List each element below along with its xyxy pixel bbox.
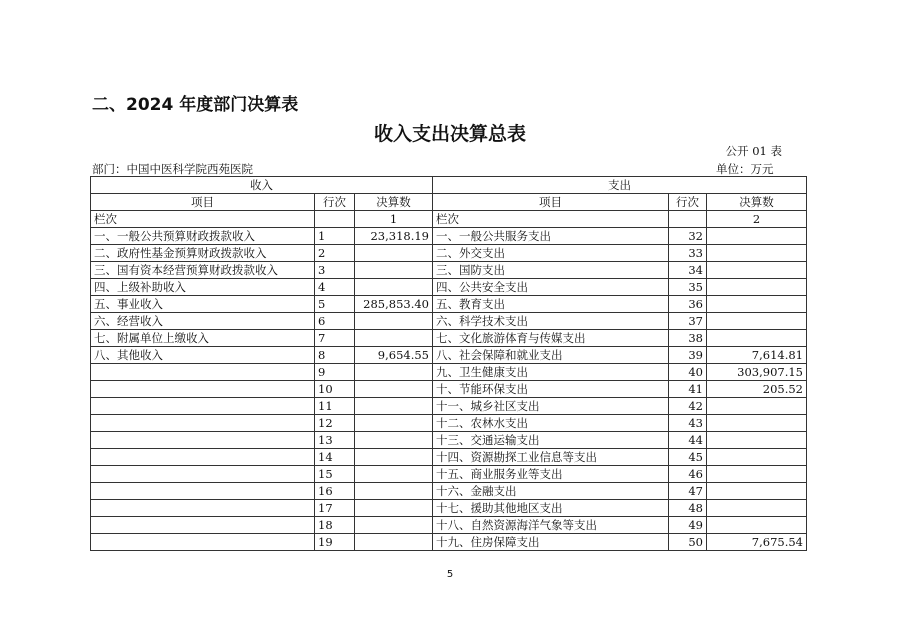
income-line-cell: 2: [315, 245, 355, 262]
income-amount-cell: 23,318.19: [355, 228, 433, 245]
income-item-cell: 七、附属单位上缴收入: [91, 330, 315, 347]
income-amount-cell: [355, 466, 433, 483]
table-row: [91, 483, 807, 500]
expense-column-label: 栏次: [433, 211, 669, 228]
income-amount-cell: [355, 432, 433, 449]
expense-item-cell: 十九、住房保障支出: [433, 534, 669, 551]
table-row: [91, 279, 807, 296]
expense-item-cell: 十五、商业服务业等支出: [433, 466, 669, 483]
income-amount-cell: [355, 279, 433, 296]
department-label: 部门：中国中医科学院西苑医院: [92, 162, 253, 176]
expense-line-cell: 50: [669, 534, 707, 551]
expense-line-cell: 47: [669, 483, 707, 500]
table-row: [91, 466, 807, 483]
expense-amount-cell: [707, 415, 807, 432]
table-row: [91, 432, 807, 449]
income-column-line-cell: [315, 211, 355, 228]
table-row: [91, 347, 807, 364]
income-amount-header: 决算数: [355, 194, 433, 211]
expense-amount-cell: 7,675.54: [707, 534, 807, 551]
income-item-cell: [91, 483, 315, 500]
income-item-cell: [91, 500, 315, 517]
expense-item-cell: 四、公共安全支出: [433, 279, 669, 296]
income-amount-cell: [355, 245, 433, 262]
table-row: [91, 296, 807, 313]
expense-amount-cell: [707, 500, 807, 517]
column-number-row: [91, 211, 807, 228]
table-row: [91, 534, 807, 551]
expense-item-cell: 九、卫生健康支出: [433, 364, 669, 381]
table-title: 收入支出决算总表: [373, 123, 526, 145]
expense-line-cell: 39: [669, 347, 707, 364]
income-amount-cell: [355, 517, 433, 534]
expense-item-cell: 三、国防支出: [433, 262, 669, 279]
expense-line-cell: 42: [669, 398, 707, 415]
income-item-cell: 四、上级补助收入: [91, 279, 315, 296]
income-line-header: 行次: [315, 194, 355, 211]
page-number: 5: [446, 569, 454, 580]
table-row: [91, 398, 807, 415]
expense-line-header: 行次: [669, 194, 707, 211]
income-line-cell: 16: [315, 483, 355, 500]
expense-column-line-cell: [669, 211, 707, 228]
income-column-label: 栏次: [91, 211, 315, 228]
income-amount-cell: [355, 262, 433, 279]
expense-amount-cell: [707, 262, 807, 279]
expense-line-cell: 45: [669, 449, 707, 466]
income-amount-cell: [355, 483, 433, 500]
income-line-cell: 11: [315, 398, 355, 415]
income-line-cell: 15: [315, 466, 355, 483]
income-line-cell: 6: [315, 313, 355, 330]
expense-item-cell: 七、文化旅游体育与传媒支出: [433, 330, 669, 347]
expense-amount-cell: [707, 296, 807, 313]
unit-label: 单位：万元: [716, 162, 774, 176]
table-row: [91, 500, 807, 517]
income-line-cell: 13: [315, 432, 355, 449]
income-amount-cell: [355, 364, 433, 381]
expense-item-cell: 十二、农林水支出: [433, 415, 669, 432]
income-item-cell: [91, 517, 315, 534]
expense-amount-cell: [707, 279, 807, 296]
income-line-cell: 17: [315, 500, 355, 517]
table-row: [91, 449, 807, 466]
header-row-sections: [91, 177, 807, 194]
income-line-cell: 10: [315, 381, 355, 398]
income-amount-cell: [355, 381, 433, 398]
expense-item-cell: 一、一般公共服务支出: [433, 228, 669, 245]
expense-amount-cell: [707, 517, 807, 534]
income-item-header: 项目: [91, 194, 315, 211]
expense-amount-cell: [707, 398, 807, 415]
table-row: [91, 313, 807, 330]
income-item-cell: 五、事业收入: [91, 296, 315, 313]
expense-amount-cell: 205.52: [707, 381, 807, 398]
expense-item-cell: 六、科学技术支出: [433, 313, 669, 330]
expense-line-cell: 36: [669, 296, 707, 313]
income-item-cell: 八、其他收入: [91, 347, 315, 364]
table-row: [91, 415, 807, 432]
income-line-cell: 3: [315, 262, 355, 279]
income-amount-cell: 285,853.40: [355, 296, 433, 313]
income-amount-cell: [355, 313, 433, 330]
income-line-cell: 18: [315, 517, 355, 534]
header-row-columns: [91, 194, 807, 211]
expense-amount-cell: 7,614.81: [707, 347, 807, 364]
expense-amount-cell: [707, 245, 807, 262]
expense-line-cell: 37: [669, 313, 707, 330]
income-item-cell: 二、政府性基金预算财政拨款收入: [91, 245, 315, 262]
expense-amount-cell: [707, 449, 807, 466]
income-line-cell: 4: [315, 279, 355, 296]
income-item-cell: [91, 398, 315, 415]
expense-line-cell: 48: [669, 500, 707, 517]
expense-line-cell: 33: [669, 245, 707, 262]
income-amount-cell: [355, 330, 433, 347]
income-amount-cell: [355, 415, 433, 432]
table-row: [91, 381, 807, 398]
expense-item-cell: 十、节能环保支出: [433, 381, 669, 398]
table-row: [91, 330, 807, 347]
income-line-cell: 8: [315, 347, 355, 364]
expense-line-cell: 34: [669, 262, 707, 279]
income-item-cell: 一、一般公共预算财政拨款收入: [91, 228, 315, 245]
expense-item-cell: 八、社会保障和就业支出: [433, 347, 669, 364]
expense-amount-cell: [707, 313, 807, 330]
expense-item-cell: 五、教育支出: [433, 296, 669, 313]
expense-line-cell: 41: [669, 381, 707, 398]
expense-amount-cell: [707, 466, 807, 483]
table-row: [91, 364, 807, 381]
income-line-cell: 14: [315, 449, 355, 466]
income-line-cell: 9: [315, 364, 355, 381]
income-item-cell: [91, 432, 315, 449]
income-amount-cell: [355, 500, 433, 517]
expense-line-cell: 43: [669, 415, 707, 432]
income-amount-cell: [355, 449, 433, 466]
income-item-cell: [91, 534, 315, 551]
table-row: [91, 517, 807, 534]
table-row: [91, 245, 807, 262]
expense-line-cell: 44: [669, 432, 707, 449]
income-item-cell: [91, 466, 315, 483]
income-item-cell: [91, 449, 315, 466]
section-heading: 二、2024 年度部门决算表: [92, 95, 299, 115]
expense-item-cell: 十六、金融支出: [433, 483, 669, 500]
expense-column-number: 2: [707, 211, 807, 228]
income-item-cell: [91, 381, 315, 398]
income-line-cell: 1: [315, 228, 355, 245]
income-item-cell: [91, 364, 315, 381]
expense-amount-cell: [707, 228, 807, 245]
expense-line-cell: 35: [669, 279, 707, 296]
expense-item-cell: 十八、自然资源海洋气象等支出: [433, 517, 669, 534]
expense-item-cell: 十四、资源勘探工业信息等支出: [433, 449, 669, 466]
income-amount-cell: [355, 398, 433, 415]
income-section-header: 收入: [91, 177, 433, 194]
expense-section-header: 支出: [433, 177, 807, 194]
expense-item-cell: 十一、城乡社区支出: [433, 398, 669, 415]
income-line-cell: 5: [315, 296, 355, 313]
expense-item-cell: 十三、交通运输支出: [433, 432, 669, 449]
expense-amount-cell: [707, 483, 807, 500]
expense-item-cell: 二、外交支出: [433, 245, 669, 262]
income-line-cell: 19: [315, 534, 355, 551]
expense-line-cell: 38: [669, 330, 707, 347]
expense-amount-cell: [707, 432, 807, 449]
income-line-cell: 7: [315, 330, 355, 347]
expense-line-cell: 49: [669, 517, 707, 534]
income-item-cell: [91, 415, 315, 432]
expense-amount-cell: [707, 330, 807, 347]
expense-item-header: 项目: [433, 194, 669, 211]
expense-amount-header: 决算数: [707, 194, 807, 211]
expense-item-cell: 十七、援助其他地区支出: [433, 500, 669, 517]
income-amount-cell: [355, 534, 433, 551]
income-item-cell: 三、国有资本经营预算财政拨款收入: [91, 262, 315, 279]
expense-line-cell: 40: [669, 364, 707, 381]
expense-amount-cell: 303,907.15: [707, 364, 807, 381]
income-item-cell: 六、经营收入: [91, 313, 315, 330]
table-row: [91, 228, 807, 245]
income-expense-table: [90, 176, 807, 551]
income-amount-cell: 9,654.55: [355, 347, 433, 364]
income-column-number: 1: [355, 211, 433, 228]
form-code: 公开 01 表: [725, 144, 782, 158]
expense-line-cell: 46: [669, 466, 707, 483]
table-row: [91, 262, 807, 279]
income-line-cell: 12: [315, 415, 355, 432]
expense-line-cell: 32: [669, 228, 707, 245]
